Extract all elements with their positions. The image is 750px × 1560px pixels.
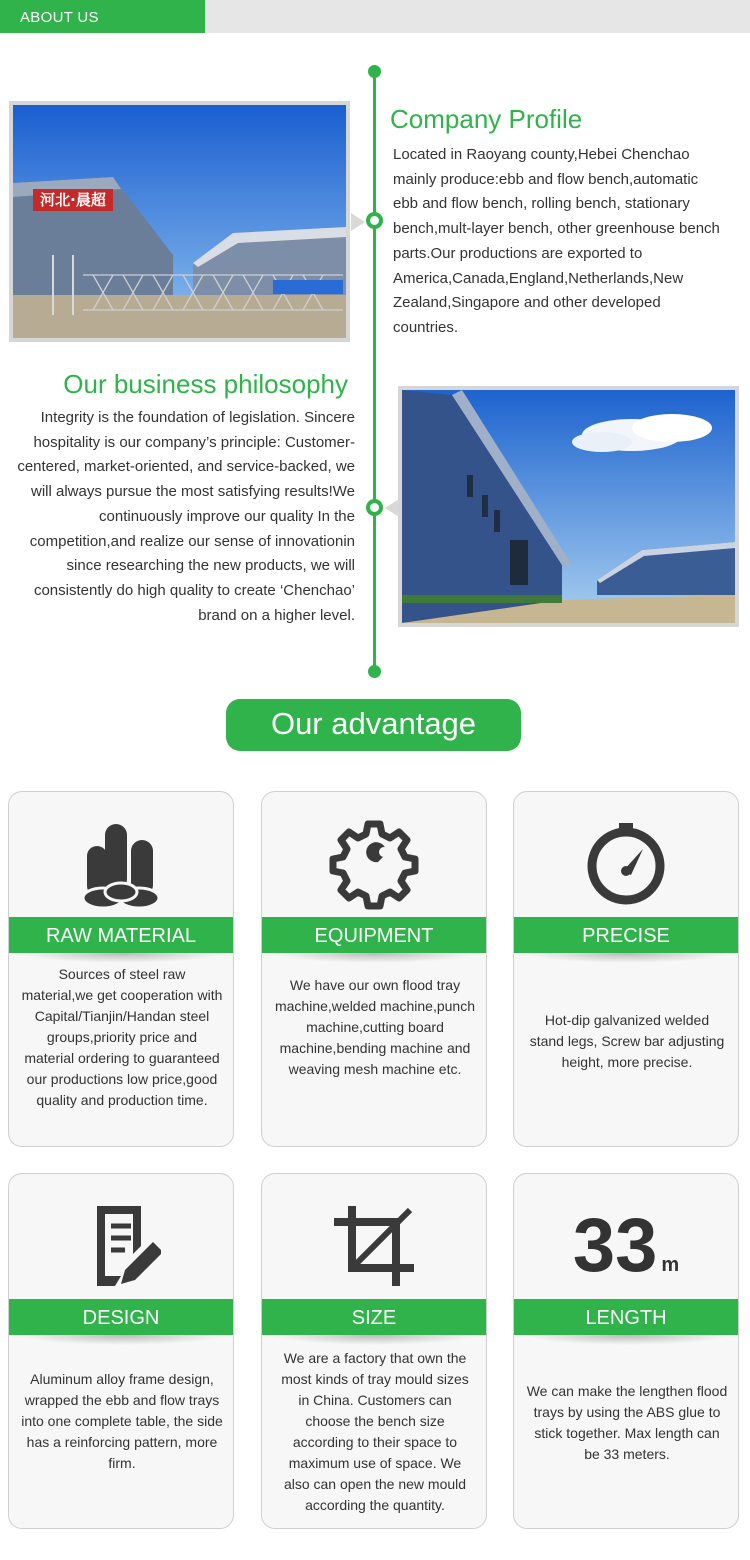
card-design [8, 1173, 234, 1529]
card-title: SIZE [262, 1299, 486, 1335]
gear-wrench-icon [262, 814, 486, 914]
card-title: RAW MATERIAL [9, 917, 233, 953]
card-text: Hot-dip galvanized welded stand legs, Screw bar adjusting height, more precise. [529, 1012, 725, 1070]
card-text: We have our own flood tray machine,welded machine,punch machine,cutting board machine,bending machine and weaving mesh machine etc. [274, 977, 475, 1077]
card-raw-material [8, 791, 234, 1147]
factory-gate-photo [9, 101, 350, 342]
card-title: PRECISE [514, 917, 738, 953]
timeline-node-profile [366, 212, 383, 229]
length-unit: m [661, 1254, 680, 1276]
card-title: LENGTH [514, 1299, 738, 1335]
band-shadow [272, 1335, 478, 1345]
card-precise [513, 791, 739, 1147]
advantage-title: Our advantage [226, 699, 521, 751]
card-text: We can make the lengthen flood trays by using the ABS glue to stick together. Max length can be 33 meters. [526, 1383, 728, 1462]
timeline-dot-top [368, 65, 381, 78]
band-shadow [272, 953, 478, 963]
card-equipment [261, 791, 487, 1147]
card-text: Aluminum alloy frame design, wrapped the ebb and flow trays into one complete table, the side has a reinforcing pattern, more firm. [21, 1371, 223, 1471]
band-shadow [524, 953, 730, 963]
card-text: We are a factory that own the most kinds of tray mould sizes in China. Customers can choose the bench size according to their space to maximum use of space. We also can open the new mould according the quantity. [281, 1350, 469, 1513]
photo-sign-text: 河北·晨超 [40, 191, 106, 209]
length-number-icon [514, 1196, 738, 1296]
band-shadow [19, 1335, 225, 1345]
factory-building-photo [398, 386, 739, 627]
timeline-dot-bottom [368, 665, 381, 678]
company-profile-text: Located in Raoyang county,Hebei Chenchao mainly produce:ebb and flow bench,automatic ebb and flow bench, rolling bench, stationary bench,mult-layer bench, other greenhouse bench parts.Our productions are exported to America,Canada,England,Netherlands,New Zealand,Singapore and other developed countries. [393, 146, 720, 336]
card-size [261, 1173, 487, 1529]
philosophy-text: Integrity is the foundation of legislation. Sincere hospitality is our company’s principle: Customer-centered, market-oriented, and service-backed, we will always pursue the most satisfying results!We continuously improve our quality In the competition,and realize our sense of innovationin since researching the new products, we will consistently do high quality to create ‘Chenchao’ brand on a higher level. [17, 409, 355, 624]
timeline-node-philosophy [366, 499, 383, 516]
philosophy-title: Our business philosophy [63, 369, 348, 399]
length-number: 33 [572, 1203, 658, 1288]
card-text: Sources of steel raw material,we get cooperation with Capital/Tianjin/Handan steel groups,priority price and material ordering to guaranteed our productions low price,good quality and production time. [21, 966, 223, 1108]
crop-icon [262, 1196, 486, 1296]
card-title: DESIGN [9, 1299, 233, 1335]
document-pen-icon [9, 1196, 233, 1296]
photo-pointer-left [385, 499, 399, 517]
band-shadow [524, 1335, 730, 1345]
photo-pointer [351, 213, 365, 231]
company-profile-title: Company Profile [390, 104, 583, 134]
timeline-line [373, 70, 376, 674]
card-title: EQUIPMENT [262, 917, 486, 953]
band-shadow [19, 953, 225, 963]
about-us-tab[interactable]: ABOUT US [0, 0, 205, 33]
card-length [513, 1173, 739, 1529]
pipes-icon [9, 814, 233, 914]
gauge-icon [514, 814, 738, 914]
